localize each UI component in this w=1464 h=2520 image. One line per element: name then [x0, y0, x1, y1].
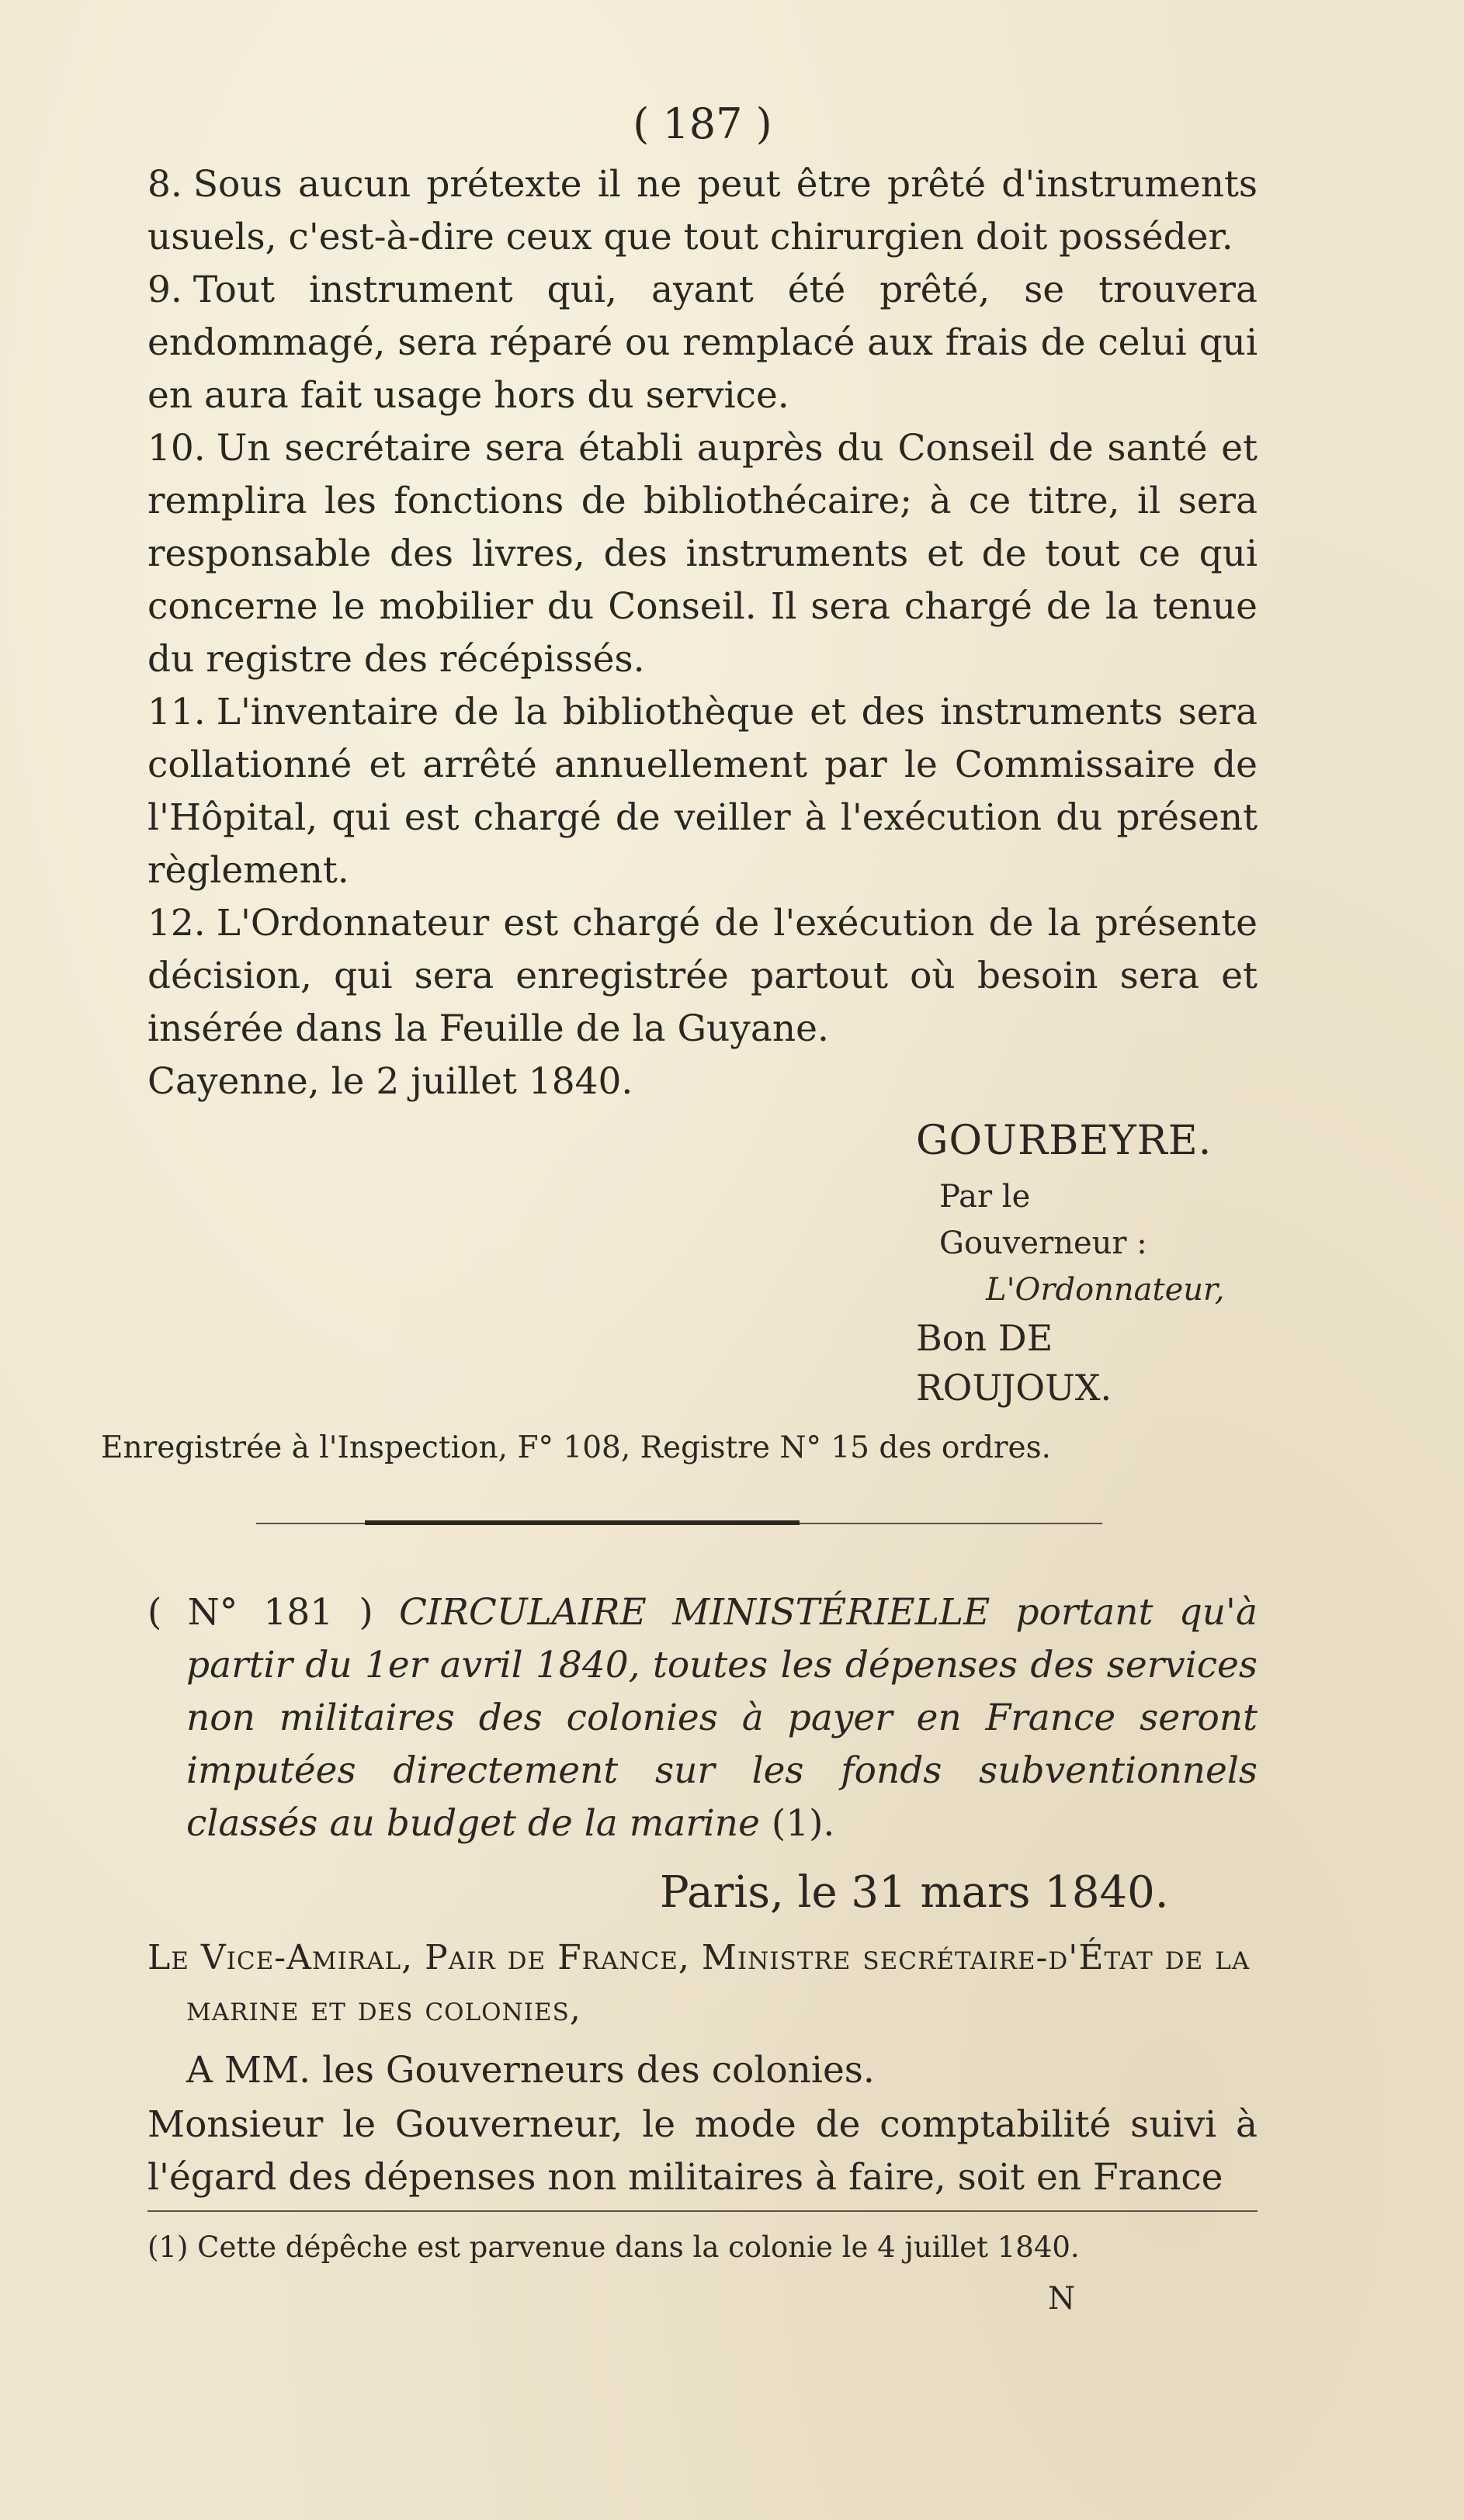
- body-text: Monsieur le Gouverneur, le mode de comptabilité suivi à l'égard des dépenses non militaires à faire, soit en France: [147, 2103, 1258, 2199]
- governor-name: GOURBEYRE.: [916, 1118, 1212, 1164]
- footnote: (1) Cette dépêche est parvenue dans la colonie le 4 juillet 1840.: [147, 2231, 1080, 2264]
- article-text: L'inventaire de la bibliothèque et des instruments sera collationné et arrêté annuellement par le Commissaire de l'Hôpital, qui est chargé de veiller à l'exécution du présent règlement.: [147, 691, 1258, 892]
- ordonnateur-line: L'Ordonnateur,: [986, 1272, 1225, 1308]
- article-11: [147, 686, 1258, 897]
- addressee: A MM. les Gouverneurs des colonies.: [186, 2049, 875, 2092]
- article-number: 11.: [147, 691, 206, 733]
- article-10: [147, 422, 1258, 686]
- article-9: [147, 264, 1258, 422]
- place-date: Paris, le 31 mars 1840.: [660, 1867, 1169, 1918]
- minister-title: Le Vice-Amiral, Pair de France, Ministre secrétaire-d'État de la marine et des colonies,: [147, 1938, 1251, 2029]
- signature-block: [792, 1108, 1225, 1413]
- by-governor-line: Par le Gouverneur :: [939, 1179, 1147, 1261]
- article-text: L'Ordonnateur est chargé de l'exécution de la présente décision, qui sera enregistrée partout où besoin sera et insérée dans la Feuille de la Guyane.: [147, 902, 1258, 1050]
- footnote-rule: [147, 2210, 1258, 2212]
- section-separator: [256, 1523, 1102, 1532]
- circular-number: ( N° 181 ): [147, 1591, 373, 1634]
- circular-title: CIRCULAIRE MINISTÉRIELLE portant qu'à partir du 1er avril 1840, toutes les dépenses des services non militaires des colonies à payer en France seront imputées directement sur les fonds subventionnels classés au budget de la marine: [186, 1591, 1258, 1845]
- article-number: 9.: [147, 269, 182, 311]
- article-number: 8.: [147, 163, 182, 206]
- article-text: Un secrétaire sera établi auprès du Conseil de santé et remplira les fonctions de bibliothécaire; à ce titre, il sera responsable des livres, des instruments et de tout ce qui concerne le mobilier du Conseil. Il sera chargé de la tenue du registre des récépissés.: [147, 427, 1258, 681]
- article-number: 12.: [147, 902, 206, 945]
- article-8: [147, 158, 1258, 264]
- document-page: [101, 93, 1258, 2322]
- printer-signature-mark: N: [1048, 2281, 1075, 2317]
- article-12: [147, 897, 1258, 1055]
- ordonnateur-name: Bon DE ROUJOUX.: [916, 1317, 1112, 1409]
- registry-note: Enregistrée à l'Inspection, F° 108, Registre N° 15 des ordres.: [101, 1430, 1052, 1465]
- date-line: Cayenne, le 2 juillet 1840.: [147, 1060, 633, 1103]
- circular-note-ref: (1).: [771, 1802, 835, 1845]
- article-text: Sous aucun prétexte il ne peut être prêté d'instruments usuels, c'est-à-dire ceux que tout chirurgien doit posséder.: [147, 163, 1258, 258]
- circular-heading: [147, 1586, 1258, 1850]
- article-number: 10.: [147, 427, 206, 470]
- separator-bar: [365, 1520, 800, 1525]
- article-text: Tout instrument qui, ayant été prêté, se trouvera endommagé, sera réparé ou remplacé aux frais de celui qui en aura fait usage hors du service.: [147, 269, 1258, 417]
- page-number: ( 187 ): [633, 99, 772, 148]
